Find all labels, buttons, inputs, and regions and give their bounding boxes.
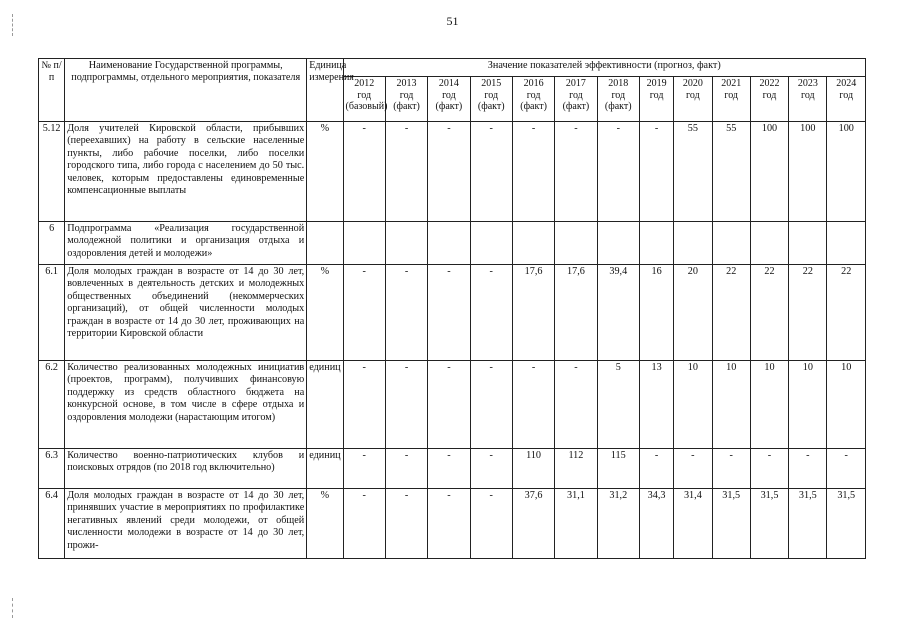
row-indicator-name: Доля учителей Кировской области, прибывших (переехавших) на работу в сельские населенные пункты, либо рабочие поселки, либо поселки городского типа, либо города с населением до 50 тыс. человек, которым предоставлены единовременные компенсационные выплаты [65,122,307,222]
header-year-year: 2020 [682,78,703,90]
row-value-2024 [827,222,866,265]
row-number: 6.3 [39,449,65,489]
row-value-2020: - [674,449,712,489]
row-value-2023 [789,222,827,265]
header-year-year: 2021 [721,78,742,90]
header-year-suffix: год [611,89,626,101]
row-value-2017: - [555,361,597,449]
header-year-suffix: год [526,89,541,101]
row-value-2013 [385,222,427,265]
header-year-suffix: год [569,89,583,101]
row-value-2016: 110 [512,449,554,489]
row-unit: % [307,122,343,222]
row-value-2018: 31,2 [597,489,639,559]
header-year-note: (факт) [477,101,505,113]
row-value-2022 [750,222,788,265]
header-year-suffix: год [649,89,664,101]
header-year-2019 [639,77,673,122]
row-value-2021 [712,222,750,265]
binding-margin-mark-top [12,14,14,36]
row-value-2014: - [428,489,470,559]
row-value-2024: 100 [827,122,866,222]
header-year-year: 2013 [396,78,417,90]
row-value-2020: 31,4 [674,489,712,559]
row-value-2012: - [343,265,385,361]
row-value-2016: - [512,361,554,449]
row-value-2022: 22 [750,265,788,361]
row-value-2018 [597,222,639,265]
row-value-2020 [674,222,712,265]
row-value-2015 [470,222,512,265]
row-value-2014: - [428,449,470,489]
header-year-year: 2012 [354,78,375,90]
row-value-2023: 22 [789,265,827,361]
header-year-2020 [674,77,712,122]
row-value-2014: - [428,265,470,361]
header-year-year: 2023 [797,78,818,90]
table-row [39,361,866,449]
row-indicator-name: Количество военно-патриотических клубов и поисковых отрядов (по 2018 год включительно) [65,449,307,489]
header-year-year: 2017 [565,78,586,90]
header-year-2022 [750,77,788,122]
row-number: 6.2 [39,361,65,449]
row-value-2021: - [712,449,750,489]
row-value-2016: - [512,122,554,222]
table-row [39,265,866,361]
table-row [39,449,866,489]
row-value-2019: - [639,449,673,489]
row-indicator-name: Количество реализованных молодежных инициатив (проектов, программ), получивших финансовую поддержку из средств областного бюджета на конкурсной основе, в том числе в сфере отдыха и оздоровления молодежи (нарастающим итогом) [65,361,307,449]
table-row [39,122,866,222]
row-value-2023: 10 [789,361,827,449]
row-value-2015: - [470,265,512,361]
row-value-2015: - [470,449,512,489]
row-value-2018: 5 [597,361,639,449]
header-year-suffix: год [800,89,815,101]
row-unit [307,222,343,265]
row-value-2016: 17,6 [512,265,554,361]
header-year-year: 2015 [481,78,502,90]
header-year-suffix: год [399,89,414,101]
row-indicator-name: Подпрограмма «Реализация государственной молодежной политики и организация отдыха и оздоровления детей и молодежи» [65,222,307,265]
table-row [39,222,866,265]
performance-indicators-table [38,58,866,559]
page-number: 51 [446,14,459,28]
header-year-suffix: год [484,89,499,101]
row-value-2022: - [750,449,788,489]
row-value-2017: 17,6 [555,265,597,361]
row-unit: % [307,265,343,361]
row-value-2012: - [343,449,385,489]
row-value-2015: - [470,122,512,222]
header-year-note: (факт) [393,101,420,113]
row-value-2021: 31,5 [712,489,750,559]
row-number: 6.4 [39,489,65,559]
header-year-2017 [555,77,597,122]
row-indicator-name: Доля молодых граждан в возрасте от 14 до 30 лет, принявших участие в мероприятиях по профилактике негативных явлений среди молодежи, от общей численности молодежи в возрасте от 14 до 30 лет, прожи- [65,489,307,559]
header-year-year: 2022 [759,78,780,90]
row-value-2019: 13 [639,361,673,449]
row-value-2023: 100 [789,122,827,222]
row-value-2012: - [343,361,385,449]
row-value-2017: 31,1 [555,489,597,559]
row-value-2016: 37,6 [512,489,554,559]
row-value-2014: - [428,122,470,222]
row-value-2019 [639,222,673,265]
row-number: 6 [39,222,65,265]
row-value-2022: 10 [750,361,788,449]
row-value-2014: - [428,361,470,449]
row-unit: % [307,489,343,559]
row-unit: единиц [307,449,343,489]
header-year-suffix: год [762,89,777,101]
row-value-2022: 100 [750,122,788,222]
row-value-2016 [512,222,554,265]
row-value-2012: - [343,489,385,559]
row-value-2024: - [827,449,866,489]
row-value-2021: 22 [712,265,750,361]
header-year-suffix: год [357,89,372,101]
row-value-2012 [343,222,385,265]
header-year-year: 2018 [608,78,629,90]
header-year-suffix: год [686,89,700,101]
header-year-2018 [597,77,639,122]
header-year-suffix: год [442,89,456,101]
header-year-2023 [789,77,827,122]
header-year-2015 [470,77,512,122]
row-value-2021: 10 [712,361,750,449]
header-year-note: (факт) [520,101,547,113]
header-name: Наименование Государственной программы, подпрограммы, отдельного мероприятия, показателя [65,59,307,122]
row-value-2021: 55 [712,122,750,222]
row-value-2017: 112 [555,449,597,489]
row-value-2013: - [385,489,427,559]
row-value-2013: - [385,449,427,489]
header-year-note: (базовый) [345,101,388,113]
header-year-2024 [827,77,866,122]
binding-margin-mark-bottom [12,598,14,618]
row-value-2017 [555,222,597,265]
row-number: 5.12 [39,122,65,222]
row-value-2017: - [555,122,597,222]
row-value-2023: 31,5 [789,489,827,559]
row-value-2024: 10 [827,361,866,449]
header-year-2016 [512,77,554,122]
row-value-2024: 22 [827,265,866,361]
header-year-year: 2024 [836,78,857,90]
row-value-2020: 10 [674,361,712,449]
row-value-2024: 31,5 [827,489,866,559]
header-year-note: (факт) [604,101,632,113]
row-value-2013: - [385,361,427,449]
row-value-2015: - [470,489,512,559]
row-value-2013: - [385,265,427,361]
row-indicator-name: Доля молодых граждан в возрасте от 14 до 30 лет, вовлеченных в деятельность детских и молодежных общественных объединений (некоммерческих организаций), от общей численности молодых граждан в возрасте от 14 до 30 лет, проживающих на территории Кировской области [65,265,307,361]
header-year-suffix: год [839,89,854,101]
row-number: 6.1 [39,265,65,361]
header-year-note: (факт) [562,101,590,113]
header-year-year: 2019 [646,78,667,90]
row-value-2013: - [385,122,427,222]
header-year-2021 [712,77,750,122]
row-value-2023: - [789,449,827,489]
header-num: № п/п [39,59,65,122]
header-year-note: (факт) [435,101,463,113]
row-value-2018: 115 [597,449,639,489]
header-year-suffix: год [724,89,739,101]
row-value-2014 [428,222,470,265]
row-value-2012: - [343,122,385,222]
row-value-2019: 34,3 [639,489,673,559]
table-body [39,122,866,559]
header-year-2014 [428,77,470,122]
header-row-group [39,59,866,77]
header-year-year: 2014 [438,78,459,90]
row-value-2019: - [639,122,673,222]
header-values-group: Значение показателей эффективности (прогноз, факт) [343,59,865,77]
header-year-2013 [385,77,427,122]
row-value-2020: 20 [674,265,712,361]
row-unit: единиц [307,361,343,449]
row-value-2015: - [470,361,512,449]
row-value-2019: 16 [639,265,673,361]
header-year-year: 2016 [523,78,544,90]
table-row [39,489,866,559]
row-value-2020: 55 [674,122,712,222]
header-year-2012 [343,77,388,122]
row-value-2022: 31,5 [750,489,788,559]
row-value-2018: 39,4 [597,265,639,361]
row-value-2018: - [597,122,639,222]
header-unit: Единица измерения [307,59,343,122]
